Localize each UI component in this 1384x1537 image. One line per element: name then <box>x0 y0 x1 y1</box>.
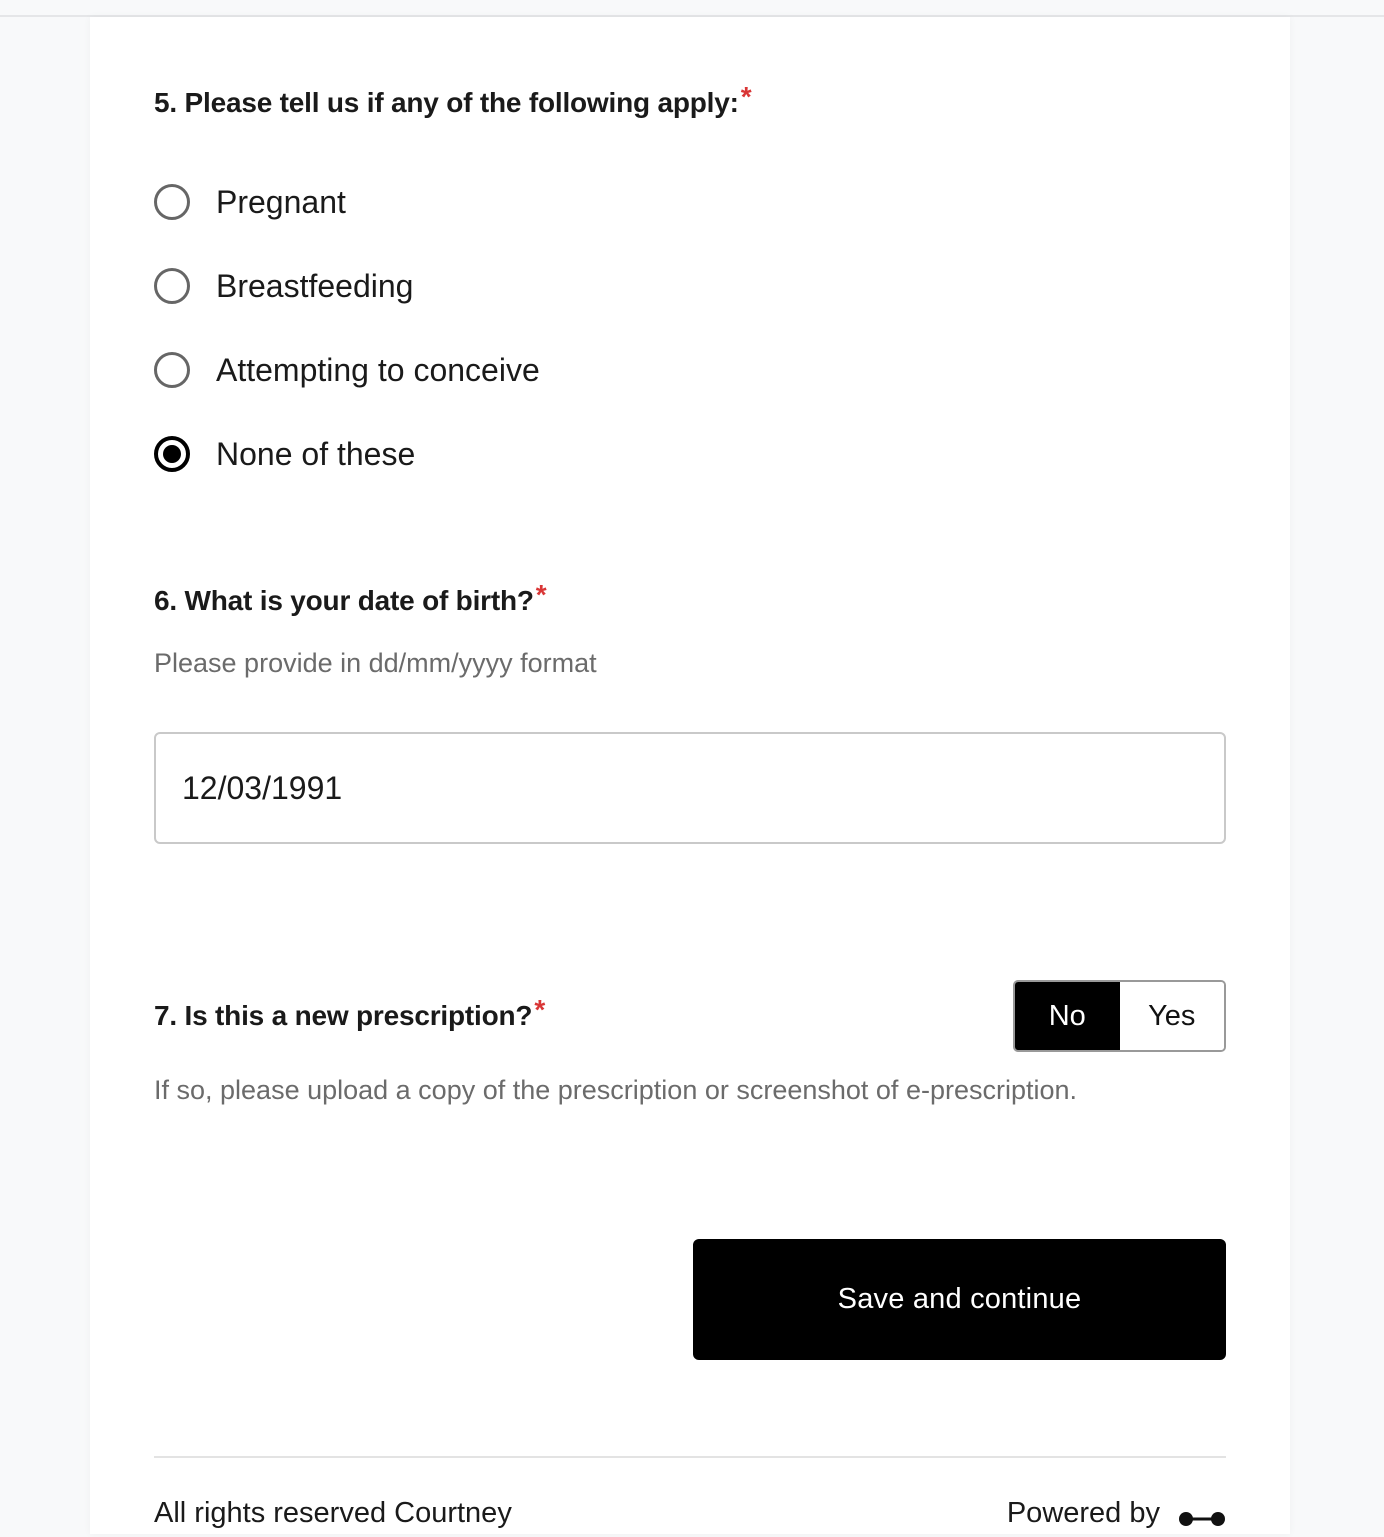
footer-divider <box>154 1456 1226 1458</box>
radio-label: Attempting to conceive <box>216 351 540 388</box>
required-asterisk: * <box>740 81 752 112</box>
radio-option-breastfeeding[interactable] <box>154 266 413 306</box>
form-card <box>90 17 1290 1534</box>
question-7-label <box>154 994 546 1032</box>
required-asterisk: * <box>534 994 546 1025</box>
connector-logo-svg <box>1178 1509 1226 1529</box>
required-asterisk: * <box>535 579 547 610</box>
question-7-text: 7. Is this a new prescription? <box>154 1000 533 1031</box>
date-of-birth-hint: Please provide in dd/mm/yyyy format <box>154 648 597 678</box>
radio-button-icon[interactable] <box>154 352 190 388</box>
new-prescription-toggle <box>1013 980 1226 1052</box>
radio-label: Breastfeeding <box>216 267 414 304</box>
radio-option-attempting-to-conceive[interactable] <box>154 350 540 390</box>
radio-button-checked-icon[interactable] <box>154 436 190 472</box>
top-bar <box>0 0 1384 17</box>
footer-powered-by <box>1007 1497 1226 1530</box>
radio-option-none-of-these[interactable] <box>154 434 415 474</box>
toggle-option-yes[interactable]: Yes <box>1120 982 1225 1050</box>
date-of-birth-input[interactable] <box>154 732 1226 844</box>
connector-logo-icon[interactable] <box>1178 1504 1226 1524</box>
radio-button-icon[interactable] <box>154 184 190 220</box>
radio-label: Pregnant <box>216 183 346 220</box>
powered-by-text: Powered by <box>1006 1497 1160 1529</box>
question-5-text: 5. Please tell us if any of the following apply: <box>154 87 739 118</box>
question-6-text: 6. What is your date of birth? <box>154 585 534 616</box>
save-and-continue-button[interactable]: Save and continue <box>693 1239 1226 1360</box>
question-6-label <box>154 579 547 617</box>
radio-option-pregnant[interactable] <box>154 182 346 222</box>
footer-copyright: All rights reserved Courtney <box>154 1497 512 1529</box>
toggle-option-no[interactable]: No <box>1015 982 1120 1050</box>
prescription-hint: If so, please upload a copy of the prescription or screenshot of e-prescription. <box>154 1075 1078 1105</box>
radio-label: None of these <box>216 435 416 472</box>
radio-dot <box>163 445 181 463</box>
question-5-label <box>154 81 752 119</box>
radio-button-icon[interactable] <box>154 268 190 304</box>
